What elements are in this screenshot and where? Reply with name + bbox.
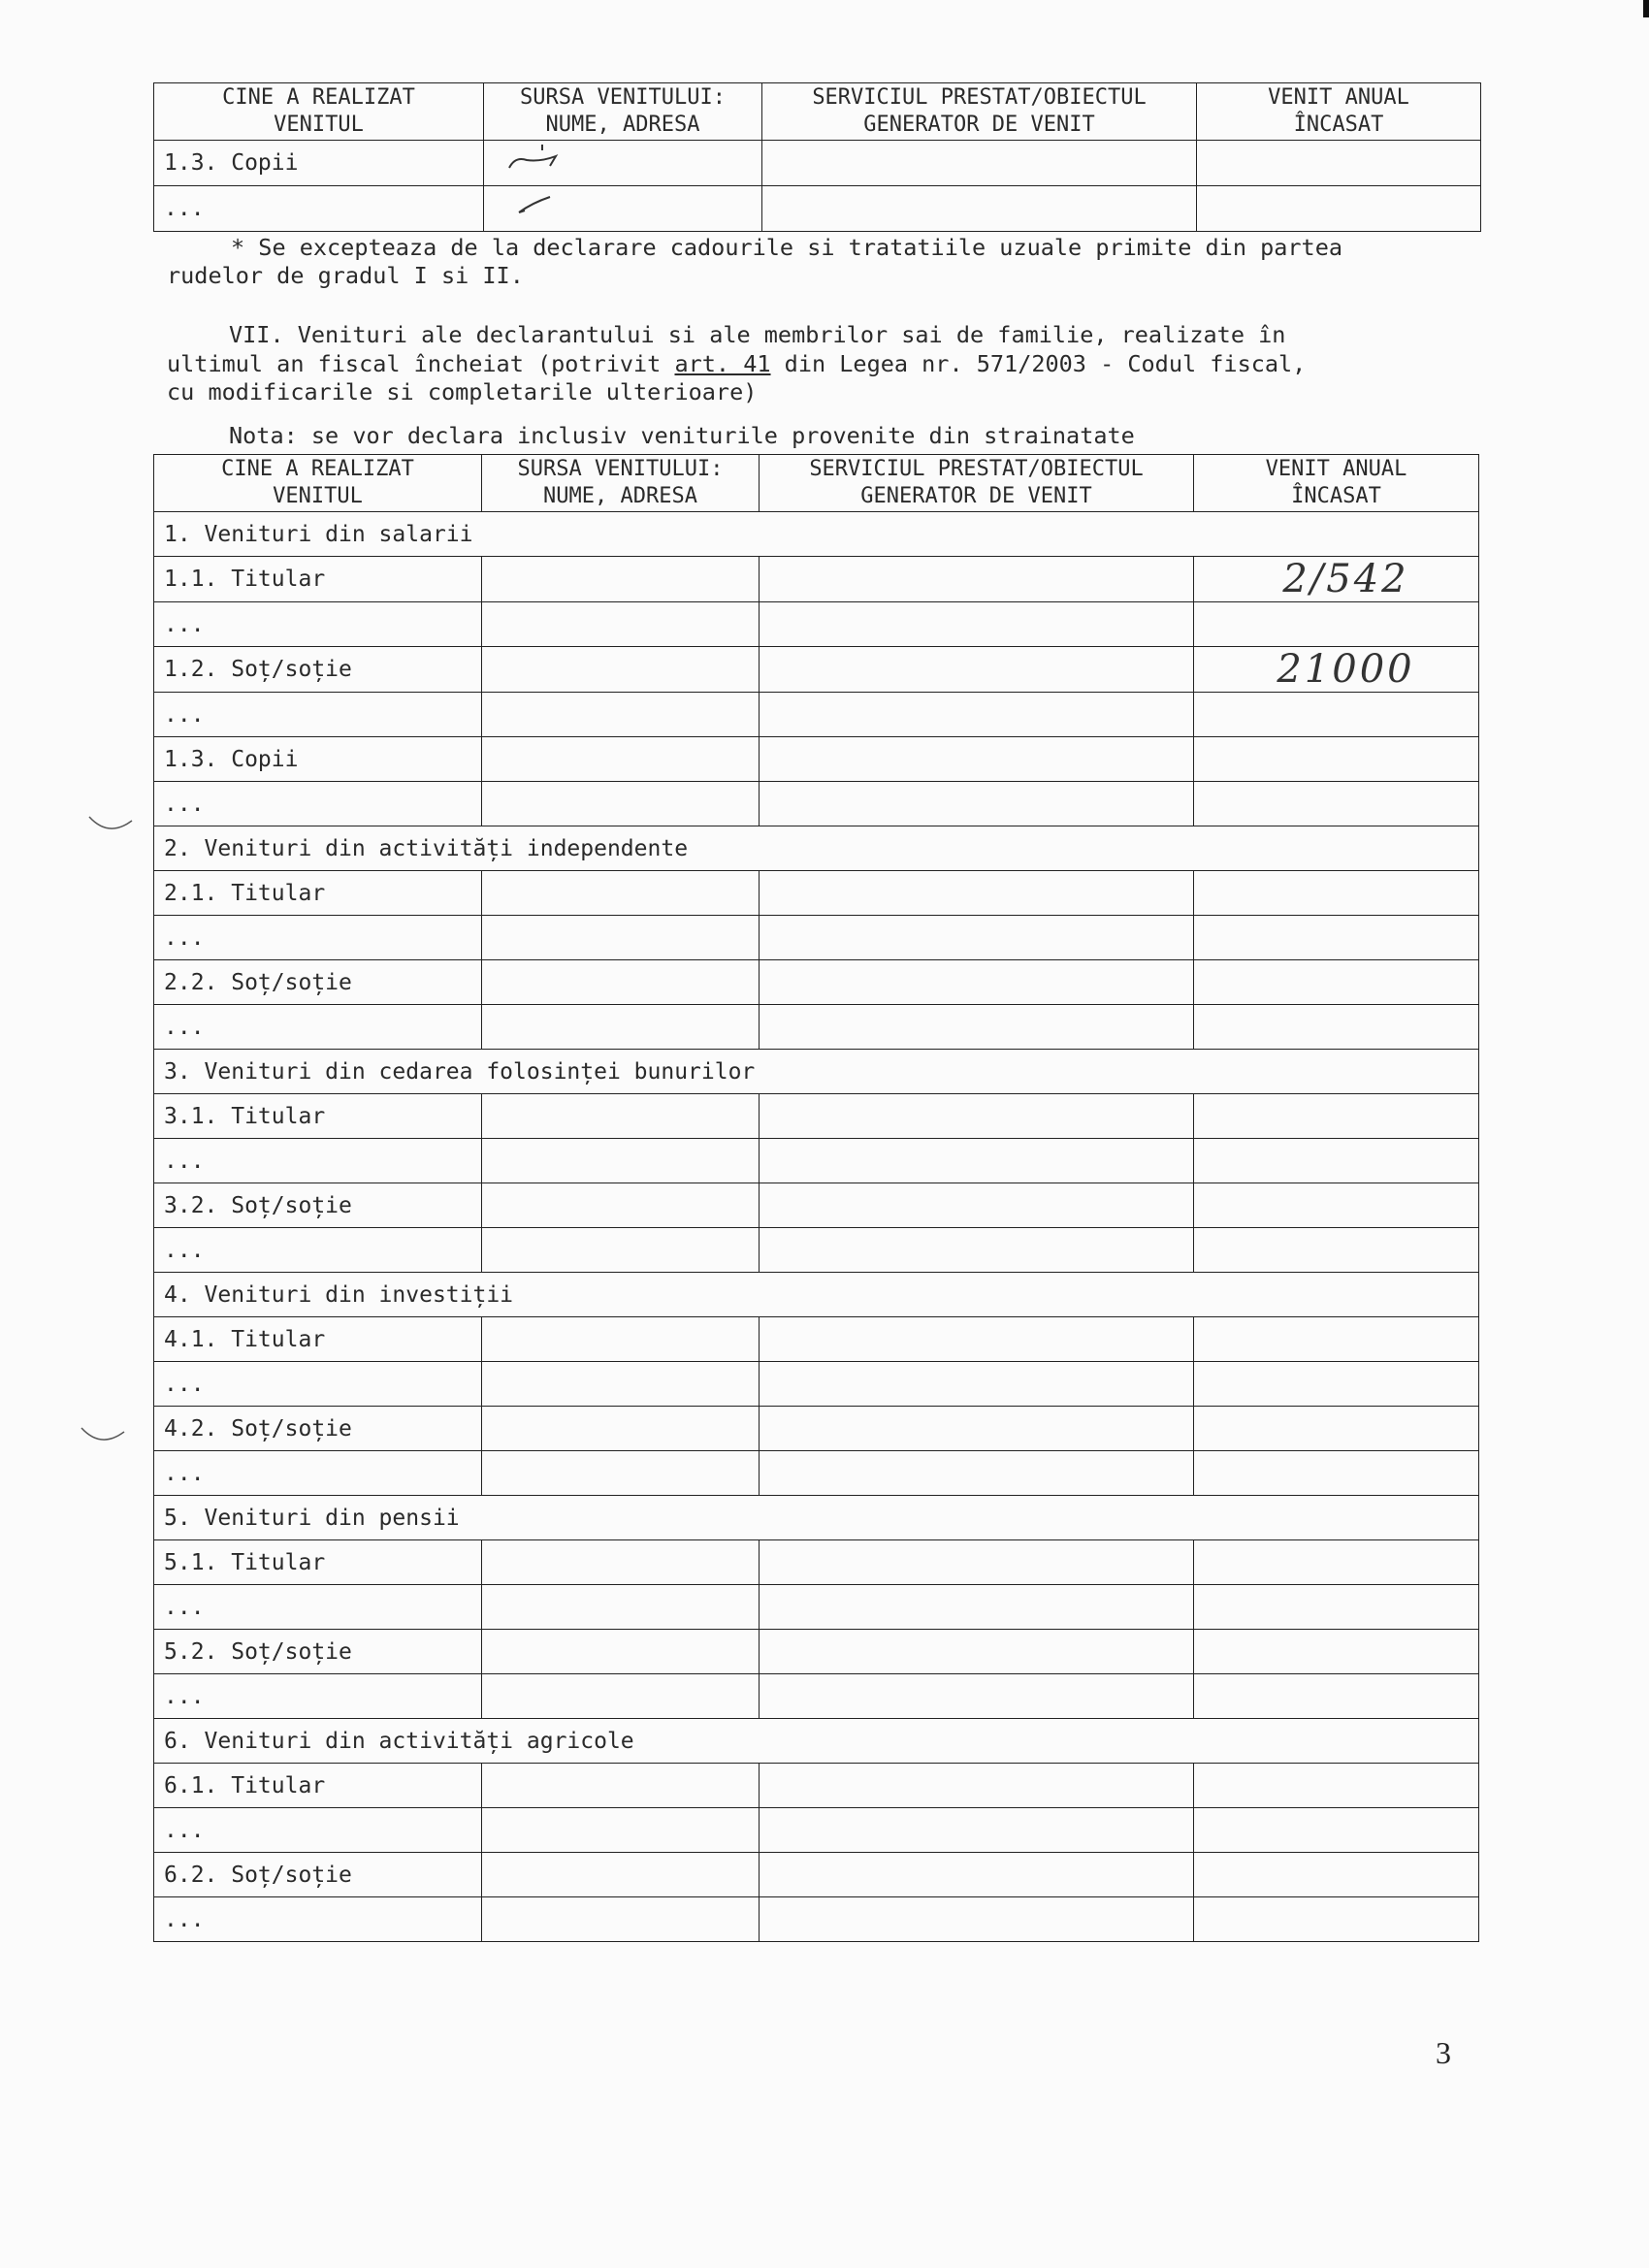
row-label: ...: [154, 1808, 482, 1853]
income-cell: [1194, 1585, 1479, 1630]
row-label: ...: [154, 1897, 482, 1942]
header-income: VENIT ANUAL ÎNCASAT: [1194, 455, 1479, 512]
source-cell: [484, 186, 762, 232]
scan-edge-mark: [1643, 0, 1649, 17]
table-row: [154, 1630, 1479, 1674]
service-cell: [760, 916, 1194, 960]
punch-hole-mark: [87, 813, 136, 836]
table-row: [154, 1853, 1479, 1897]
source-cell: [482, 1897, 760, 1942]
service-cell: [760, 737, 1194, 782]
table-row: [154, 1228, 1479, 1273]
service-cell: [760, 1674, 1194, 1719]
row-label: ...: [154, 1139, 482, 1183]
service-cell: [760, 960, 1194, 1005]
income-cell: [1194, 916, 1479, 960]
row-label: 4.2. Soț/soție: [154, 1407, 482, 1451]
row-label: 4.1. Titular: [154, 1317, 482, 1362]
table-row: [154, 647, 1479, 693]
table-row: [154, 782, 1479, 826]
table-row: [154, 1897, 1479, 1942]
section-heading: 2. Venituri din activități independente: [154, 826, 1479, 871]
source-cell: [482, 1139, 760, 1183]
header-service: SERVICIUL PRESTAT/OBIECTUL GENERATOR DE VENIT: [760, 455, 1194, 512]
source-cell: [482, 1764, 760, 1808]
table-row: [154, 1094, 1479, 1139]
service-cell: [760, 1183, 1194, 1228]
income-table-continued: [153, 82, 1481, 232]
income-cell: [1194, 1451, 1479, 1496]
table-row: [154, 1451, 1479, 1496]
service-cell: [760, 1764, 1194, 1808]
section-row: [154, 1496, 1479, 1540]
table-row: [154, 1540, 1479, 1585]
table-row: [154, 960, 1479, 1005]
section-heading: 5. Venituri din pensii: [154, 1496, 1479, 1540]
service-cell: [760, 1094, 1194, 1139]
row-label: ...: [154, 782, 482, 826]
section-heading: 6. Venituri din activități agricole: [154, 1719, 1479, 1764]
service-cell: [762, 186, 1197, 232]
section-vii-note: Nota: se vor declara inclusiv veniturile provenite din strainatate: [229, 422, 1135, 449]
income-cell: [1194, 960, 1479, 1005]
income-cell: [1194, 871, 1479, 916]
source-cell: [482, 1674, 760, 1719]
source-cell: [482, 737, 760, 782]
header-income: VENIT ANUAL ÎNCASAT: [1197, 83, 1481, 141]
table-header-row: [154, 455, 1479, 512]
income-cell: [1194, 737, 1479, 782]
income-cell: [1194, 782, 1479, 826]
table-header-row: [154, 83, 1481, 141]
income-cell: [1197, 186, 1481, 232]
section-heading: 4. Venituri din investiții: [154, 1273, 1479, 1317]
section-row: [154, 512, 1479, 557]
row-label: ...: [154, 1674, 482, 1719]
section-vii-line-2: ultimul an fiscal încheiat (potrivit art. 41 din Legea nr. 571/2003 - Codul fiscal,: [167, 350, 1307, 377]
income-cell: [1194, 1540, 1479, 1585]
table-row: [154, 1183, 1479, 1228]
service-cell: [762, 141, 1197, 186]
source-cell: [482, 1451, 760, 1496]
table-row: [154, 186, 1481, 232]
service-cell: [760, 1630, 1194, 1674]
table-row: [154, 557, 1479, 602]
table-row: [154, 737, 1479, 782]
service-cell: [760, 1317, 1194, 1362]
row-label: 3.1. Titular: [154, 1094, 482, 1139]
service-cell: [760, 693, 1194, 737]
handwritten-income-amount: 2/542: [1194, 557, 1479, 602]
source-cell: [482, 1183, 760, 1228]
row-label: 6.2. Soț/soție: [154, 1853, 482, 1897]
section-vii-line-1: VII. Venituri ale declarantului si ale membrilor sai de familie, realizate în: [229, 321, 1286, 348]
handwritten-income-amount: 21000: [1194, 647, 1479, 693]
source-cell: [482, 871, 760, 916]
header-source: SURSA VENITULUI: NUME, ADRESA: [482, 455, 760, 512]
source-cell: [482, 1362, 760, 1407]
source-cell: [482, 1228, 760, 1273]
row-label: ...: [154, 916, 482, 960]
row-label: 1.3. Copii: [154, 141, 484, 186]
row-label: ...: [154, 693, 482, 737]
section-row: [154, 1050, 1479, 1094]
service-cell: [760, 1853, 1194, 1897]
service-cell: [760, 871, 1194, 916]
table-row: [154, 1674, 1479, 1719]
section-vii-line-3: cu modificarile si completarile ulterioare): [167, 378, 758, 405]
row-label: ...: [154, 1585, 482, 1630]
service-cell: [760, 602, 1194, 647]
footnote-line-2: rudelor de gradul I si II.: [167, 262, 524, 289]
row-label: 5.2. Soț/soție: [154, 1630, 482, 1674]
section-heading: 3. Venituri din cedarea folosinței bunurilor: [154, 1050, 1479, 1094]
law-article-link[interactable]: art. 41: [674, 350, 771, 377]
source-cell: [482, 916, 760, 960]
income-cell: [1194, 1764, 1479, 1808]
source-cell: [482, 1630, 760, 1674]
header-source: SURSA VENITULUI: NUME, ADRESA: [484, 83, 762, 141]
footnote-line-1: * Se excepteaza de la declarare cadourile si tratatiile uzuale primite din partea: [231, 234, 1343, 261]
table-row: [154, 1808, 1479, 1853]
table-row: [154, 1005, 1479, 1050]
source-cell: [482, 693, 760, 737]
source-cell: [482, 1094, 760, 1139]
service-cell: [760, 1139, 1194, 1183]
table-row: [154, 916, 1479, 960]
row-label: 1.3. Copii: [154, 737, 482, 782]
row-label: ...: [154, 1005, 482, 1050]
income-cell: [1194, 1005, 1479, 1050]
service-cell: [760, 782, 1194, 826]
source-cell: [482, 602, 760, 647]
table-row: [154, 1362, 1479, 1407]
source-cell: [482, 1317, 760, 1362]
row-label: 1.1. Titular: [154, 557, 482, 602]
table-row: [154, 1585, 1479, 1630]
income-cell: [1194, 1808, 1479, 1853]
row-label: 2.1. Titular: [154, 871, 482, 916]
service-cell: [760, 1407, 1194, 1451]
service-cell: [760, 1808, 1194, 1853]
section-row: [154, 826, 1479, 871]
service-cell: [760, 1362, 1194, 1407]
income-cell: [1194, 1183, 1479, 1228]
source-cell: [482, 1585, 760, 1630]
row-label: 1.2. Soț/soție: [154, 647, 482, 693]
table-row: [154, 141, 1481, 186]
table-row: [154, 1139, 1479, 1183]
section-row: [154, 1719, 1479, 1764]
row-label: ...: [154, 1228, 482, 1273]
income-cell: [1194, 1630, 1479, 1674]
header-who: CINE A REALIZAT VENITUL: [154, 455, 482, 512]
source-cell: [484, 141, 762, 186]
section-numeral: VII.: [229, 321, 284, 348]
income-cell: [1197, 141, 1481, 186]
table-row: [154, 1407, 1479, 1451]
section-heading: 1. Venituri din salarii: [154, 512, 1479, 557]
header-service: SERVICIUL PRESTAT/OBIECTUL GENERATOR DE VENIT: [762, 83, 1197, 141]
header-who: CINE A REALIZAT VENITUL: [154, 83, 484, 141]
service-cell: [760, 647, 1194, 693]
source-cell: [482, 647, 760, 693]
punch-hole-mark: [80, 1424, 128, 1447]
source-cell: [482, 960, 760, 1005]
service-cell: [760, 1005, 1194, 1050]
table-row: [154, 602, 1479, 647]
source-cell: [482, 1808, 760, 1853]
income-cell: [1194, 1897, 1479, 1942]
income-cell: [1194, 1362, 1479, 1407]
income-cell: [1194, 1407, 1479, 1451]
source-cell: [482, 1853, 760, 1897]
source-cell: [482, 557, 760, 602]
service-cell: [760, 1585, 1194, 1630]
row-label: 3.2. Soț/soție: [154, 1183, 482, 1228]
table-row: [154, 693, 1479, 737]
page-number: 3: [1436, 2035, 1451, 2070]
income-cell: [1194, 1674, 1479, 1719]
income-cell: [1194, 1094, 1479, 1139]
source-cell: [482, 1407, 760, 1451]
row-label: 5.1. Titular: [154, 1540, 482, 1585]
service-cell: [760, 1451, 1194, 1496]
service-cell: [760, 557, 1194, 602]
income-cell: [1194, 693, 1479, 737]
handwritten-dash-mark: [494, 143, 571, 178]
income-cell: [1194, 1853, 1479, 1897]
table-row: [154, 1764, 1479, 1808]
service-cell: [760, 1540, 1194, 1585]
section-row: [154, 1273, 1479, 1317]
income-cell: [1194, 1228, 1479, 1273]
row-label: 2.2. Soț/soție: [154, 960, 482, 1005]
service-cell: [760, 1228, 1194, 1273]
income-table-vii: [153, 454, 1479, 1942]
income-table-body: [154, 512, 1479, 1942]
row-label: 6.1. Titular: [154, 1764, 482, 1808]
row-label: ...: [154, 1362, 482, 1407]
row-label: ...: [154, 1451, 482, 1496]
source-cell: [482, 782, 760, 826]
row-label: ...: [154, 186, 484, 232]
row-label: ...: [154, 602, 482, 647]
source-cell: [482, 1005, 760, 1050]
income-cell: [1194, 1139, 1479, 1183]
income-cell: [1194, 602, 1479, 647]
table-row: [154, 871, 1479, 916]
source-cell: [482, 1540, 760, 1585]
income-cell: [1194, 1317, 1479, 1362]
handwritten-dash-mark: [494, 191, 571, 220]
table-row: [154, 1317, 1479, 1362]
service-cell: [760, 1897, 1194, 1942]
